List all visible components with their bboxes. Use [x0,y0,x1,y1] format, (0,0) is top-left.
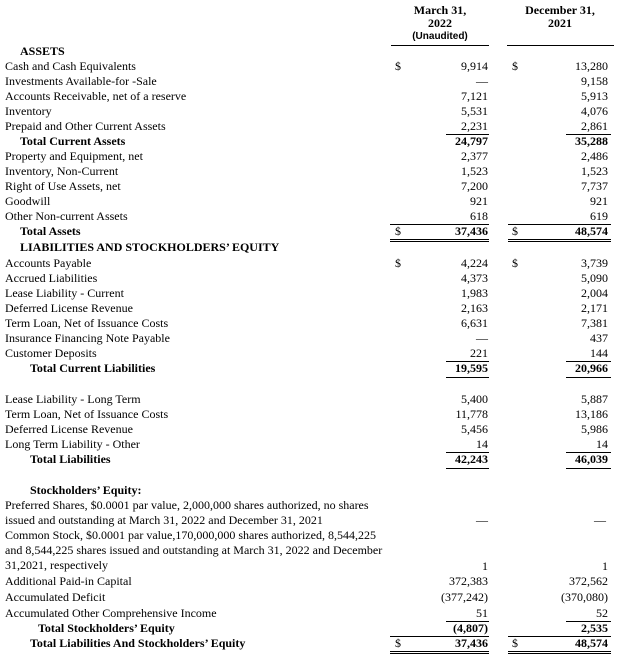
total-underline [566,377,611,378]
value-2021: 437 [590,331,608,345]
value-2022: 51 [476,606,488,620]
value-2021: 2,535 [581,621,608,635]
currency-symbol: $ [512,636,518,650]
value-2021: 619 [590,209,608,223]
table-row [0,286,618,301]
table-row [0,256,618,271]
table-row [0,119,618,134]
row-label: Accounts Receivable, net of a reserve [5,89,187,103]
row-label: Goodwill [5,194,51,208]
row-label: Accumulated Deficit [5,590,106,604]
value-2021: 5,090 [581,271,608,285]
currency-symbol: $ [395,59,401,73]
value-2022: — [476,74,488,88]
column-header-line: 2021 [548,16,572,30]
unaudited-label: (Unaudited) [412,31,468,42]
row-label: Deferred License Revenue [5,301,133,315]
table-row [0,422,618,437]
row-label: Long Term Liability - Other [5,437,140,451]
row-label: Term Loan, Net of Issuance Costs [5,316,169,330]
currency-symbol: $ [512,256,518,270]
total-underline [566,468,611,469]
table-row [0,271,618,286]
value-2022: 5,531 [461,104,488,118]
row-label: Accrued Liabilities [5,271,98,285]
column-header-march-2022 [388,4,492,43]
table-row [0,209,618,224]
row-label: Inventory, Non-Current [5,164,119,178]
table-row [0,164,618,179]
table-row [0,179,618,194]
value-2022: 2,377 [461,149,488,163]
value-2021: 921 [590,194,608,208]
table-row [0,316,618,331]
value-2021: 1,523 [581,164,608,178]
value-2021: 372,562 [569,574,608,588]
table-row-total [0,361,618,376]
value-2022: 5,400 [461,392,488,406]
table-row [0,149,618,164]
value-2022: 2,231 [461,119,488,133]
value-2022: 618 [470,209,488,223]
value-2021: 52 [596,606,608,620]
table-row-total [0,621,618,636]
value-2022: 4,224 [461,256,488,270]
table-row [0,301,618,316]
value-2021: 13,280 [575,59,608,73]
value-2022: 37,436 [455,636,488,650]
value-2022: 7,121 [461,89,488,103]
row-label: Accumulated Other Comprehensive Income [5,606,217,620]
row-label: Other Non-current Assets [5,209,128,223]
row-label: Right of Use Assets, net [5,179,121,193]
row-label: Insurance Financing Note Payable [5,331,170,345]
value-2022: 14 [476,437,488,451]
value-2022: 37,436 [455,224,488,238]
value-2021: 7,737 [581,179,608,193]
total-underline [446,377,489,378]
value-2022: 19,595 [455,361,488,375]
section-heading-assets [0,44,618,59]
row-label: ASSETS [20,44,65,58]
table-row-total [0,134,618,149]
value-2022: 921 [470,194,488,208]
value-2021: 144 [590,346,608,360]
row-label: Stockholders’ Equity: [30,483,142,497]
value-2022: 7,200 [461,179,488,193]
value-2021: 4,076 [581,104,608,118]
row-label: Lease Liability - Long Term [5,392,141,406]
value-2022: 24,797 [455,134,488,148]
value-2021: 48,574 [575,224,608,238]
value-2022: (377,242) [441,590,488,604]
row-label: Deferred License Revenue [5,422,133,436]
table-row [0,407,618,422]
value-2021: 2,004 [581,286,608,300]
column-header-line: December 31, [525,3,595,17]
table-row [0,606,618,621]
value-2021: 5,887 [581,392,608,406]
table-row [0,437,618,452]
value-2022: 1,983 [461,286,488,300]
table-row-total [0,452,618,467]
table-row [0,104,618,119]
column-header-line: March 31, [413,3,467,17]
value-2021: 46,039 [575,452,608,466]
row-label: Total Assets [20,224,81,238]
preferred-shares-label: Preferred Shares, $0.0001 par value, 2,000,000 shares authorized, no shares issued and outstanding at March 31, 2022 and December 31, 2021 [5,498,369,527]
value-2021: 13,186 [575,407,608,421]
table-row [0,346,618,361]
section-heading-liabilities [0,240,618,255]
value-2021: 7,381 [581,316,608,330]
row-label: Accounts Payable [5,256,92,270]
value-2022: 2,163 [461,301,488,315]
currency-symbol: $ [512,224,518,238]
currency-symbol: $ [395,256,401,270]
value-2022: 5,456 [461,422,488,436]
value-2022: 1,523 [461,164,488,178]
table-row [0,59,618,74]
value-2021: 5,913 [581,89,608,103]
row-label: Investments Available-for -Sale [5,74,157,88]
row-label: Total Liabilities [30,452,111,466]
value-2021: 14 [596,437,608,451]
table-row [0,590,618,605]
column-header-line: 2022 [428,16,452,30]
value-2022: — [476,513,488,527]
table-row [0,194,618,209]
value-2022: 1 [482,559,488,573]
value-2021: (370,080) [561,590,608,604]
value-2021: — [594,513,606,527]
table-row-total [0,224,618,239]
value-2021: 9,158 [581,74,608,88]
value-2022: 372,383 [449,574,488,588]
value-2021: 2,171 [581,301,608,315]
table-row [0,331,618,346]
table-row [0,74,618,89]
common-stock-label: Common Stock, $0.0001 par value,170,000,000 shares authorized, 8,544,225 and 8,544,225 shares issued and outstanding at March 31, 2022 and December 31,2021, respectively [5,528,383,572]
table-row [0,574,618,589]
currency-symbol: $ [395,636,401,650]
table-row [0,89,618,104]
value-2022: 11,778 [455,407,488,421]
value-2022: 6,631 [461,316,488,330]
value-2021: 20,966 [575,361,608,375]
table-row [0,392,618,407]
row-label: LIABILITIES AND STOCKHOLDERS’ EQUITY [20,240,280,254]
column-header-december-2021 [504,4,616,30]
value-2021: 35,288 [575,134,608,148]
value-2021: 3,739 [581,256,608,270]
row-label: Term Loan, Net of Issuance Costs [5,407,169,421]
row-label: Property and Equipment, net [5,149,143,163]
value-2022: 221 [470,346,488,360]
value-2022: (4,807) [453,621,488,635]
row-label: Prepaid and Other Current Assets [5,119,166,133]
row-label: Total Current Assets [20,134,126,148]
row-label: Lease Liability - Current [5,286,124,300]
value-2022: 4,373 [461,271,488,285]
row-label: Total Stockholders’ Equity [38,621,175,635]
section-heading-equity [0,483,618,498]
value-2021: 1 [602,559,608,573]
currency-symbol: $ [395,224,401,238]
currency-symbol: $ [512,59,518,73]
table-row [0,559,618,574]
value-2022: 9,914 [461,59,488,73]
table-row-total [0,636,618,651]
row-label: Inventory [5,104,52,118]
value-2021: 2,486 [581,149,608,163]
total-underline [446,468,489,469]
row-label: Cash and Cash Equivalents [5,59,136,73]
value-2021: 48,574 [575,636,608,650]
value-2021: 2,861 [581,119,608,133]
value-2021: 5,986 [581,422,608,436]
value-2022: 42,243 [455,452,488,466]
value-2022: — [476,331,488,345]
row-label: Additional Paid-in Capital [5,574,132,588]
row-label: Customer Deposits [5,346,97,360]
row-label: Total Current Liabilities [30,361,156,375]
row-label: Total Liabilities And Stockholders’ Equity [30,636,246,650]
